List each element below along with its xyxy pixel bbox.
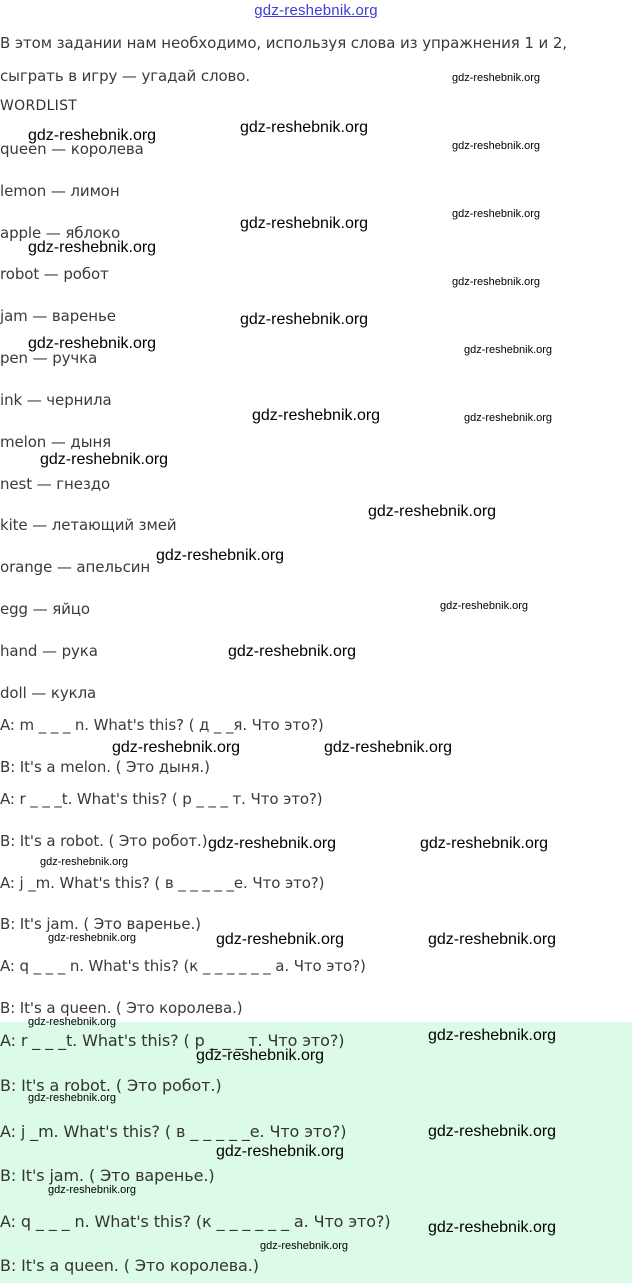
intro-line-2: сыграть в игру — угадай слово. xyxy=(0,67,251,85)
wordlist-item: nest — гнездо xyxy=(0,475,111,493)
watermark: gdz-reshebnik.org xyxy=(216,931,345,948)
watermark: gdz-reshebnik.org xyxy=(40,451,169,468)
watermark: gdz-reshebnik.org xyxy=(28,127,157,144)
watermark: gdz-reshebnik.org xyxy=(428,931,557,948)
dialogue-line: A: r _ _ _t. What's this? ( р _ _ _ т. Что это?) xyxy=(0,790,323,808)
highlighted-dialogue-line: B: It's a queen. ( Это королева.) xyxy=(0,1256,259,1275)
watermark: gdz-reshebnik.org xyxy=(28,239,157,256)
wordlist-item: doll — кукла xyxy=(0,684,97,702)
watermark: gdz-reshebnik.org xyxy=(216,1143,345,1160)
watermark: gdz-reshebnik.org xyxy=(464,412,553,424)
watermark: gdz-reshebnik.org xyxy=(464,344,553,356)
watermark: gdz-reshebnik.org xyxy=(420,835,549,852)
watermark: gdz-reshebnik.org xyxy=(208,835,337,852)
intro-line-1: В этом задании нам необходимо, используя слова из упражнения 1 и 2, xyxy=(0,34,567,52)
watermark: gdz-reshebnik.org xyxy=(48,1184,137,1196)
site-title-link[interactable]: gdz-reshebnik.org xyxy=(254,2,378,19)
dialogue-line: B: It's jam. ( Это варенье.) xyxy=(0,915,201,933)
wordlist-item: melon — дыня xyxy=(0,433,112,451)
watermark: gdz-reshebnik.org xyxy=(260,1240,349,1252)
watermark: gdz-reshebnik.org xyxy=(428,1123,557,1140)
wordlist-item: ink — чернила xyxy=(0,391,112,409)
watermark: gdz-reshebnik.org xyxy=(228,643,357,660)
wordlist-item: hand — рука xyxy=(0,642,98,660)
dialogue-line: B: It's a melon. ( Это дыня.) xyxy=(0,758,210,776)
wordlist-item: jam — варенье xyxy=(0,307,116,325)
highlighted-dialogue-line: A: j _m. What's this? ( в _ _ _ _ _е. Что это?) xyxy=(0,1122,347,1141)
wordlist-item: pen — ручка xyxy=(0,349,98,367)
wordlist-heading: WORDLIST xyxy=(0,98,78,114)
watermark: gdz-reshebnik.org xyxy=(252,407,381,424)
watermark: gdz-reshebnik.org xyxy=(428,1027,557,1044)
wordlist-item: queen — королева xyxy=(0,140,144,158)
watermark: gdz-reshebnik.org xyxy=(112,739,241,756)
watermark: gdz-reshebnik.org xyxy=(368,503,497,520)
wordlist-item: orange — апельсин xyxy=(0,558,151,576)
highlighted-dialogue-line: A: q _ _ _ n. What's this? (к _ _ _ _ _ _ а. Что это?) xyxy=(0,1212,391,1231)
watermark: gdz-reshebnik.org xyxy=(452,276,541,288)
watermark: gdz-reshebnik.org xyxy=(196,1047,325,1064)
wordlist-item: egg — яйцо xyxy=(0,600,90,618)
watermark: gdz-reshebnik.org xyxy=(428,1219,557,1236)
watermark: gdz-reshebnik.org xyxy=(28,1092,117,1104)
wordlist-item: lemon — лимон xyxy=(0,182,120,200)
highlighted-dialogue-line: B: It's a robot. ( Это робот.) xyxy=(0,1076,222,1095)
watermark: gdz-reshebnik.org xyxy=(452,72,541,84)
watermark: gdz-reshebnik.org xyxy=(324,739,453,756)
watermark: gdz-reshebnik.org xyxy=(28,335,157,352)
highlighted-dialogue-line: B: It's jam. ( Это варенье.) xyxy=(0,1166,215,1185)
watermark: gdz-reshebnik.org xyxy=(452,140,541,152)
watermark: gdz-reshebnik.org xyxy=(440,600,529,612)
watermark: gdz-reshebnik.org xyxy=(48,932,137,944)
watermark: gdz-reshebnik.org xyxy=(240,119,369,136)
dialogue-line: B: It's a robot. ( Это робот.) xyxy=(0,832,208,850)
wordlist-item: apple — яблоко xyxy=(0,224,121,242)
highlighted-dialogue-line: A: r _ _ _t. What's this? ( р _ _ _ т. Что это?) xyxy=(0,1031,345,1050)
watermark: gdz-reshebnik.org xyxy=(40,856,129,868)
wordlist-item: kite — летающий змей xyxy=(0,516,177,534)
watermark: gdz-reshebnik.org xyxy=(240,311,369,328)
wordlist-item: robot — робот xyxy=(0,265,109,283)
dialogue-line: A: m _ _ _ n. What's this? ( д _ _я. Что это?) xyxy=(0,716,324,734)
dialogue-line: A: j _m. What's this? ( в _ _ _ _ _е. Что это?) xyxy=(0,874,325,892)
watermark: gdz-reshebnik.org xyxy=(28,1016,117,1028)
watermark: gdz-reshebnik.org xyxy=(240,215,369,232)
watermark: gdz-reshebnik.org xyxy=(156,547,285,564)
dialogue-line: B: It's a queen. ( Это королева.) xyxy=(0,999,243,1017)
dialogue-line: A: q _ _ _ n. What's this? (к _ _ _ _ _ _ а. Что это?) xyxy=(0,957,366,975)
watermark: gdz-reshebnik.org xyxy=(452,208,541,220)
